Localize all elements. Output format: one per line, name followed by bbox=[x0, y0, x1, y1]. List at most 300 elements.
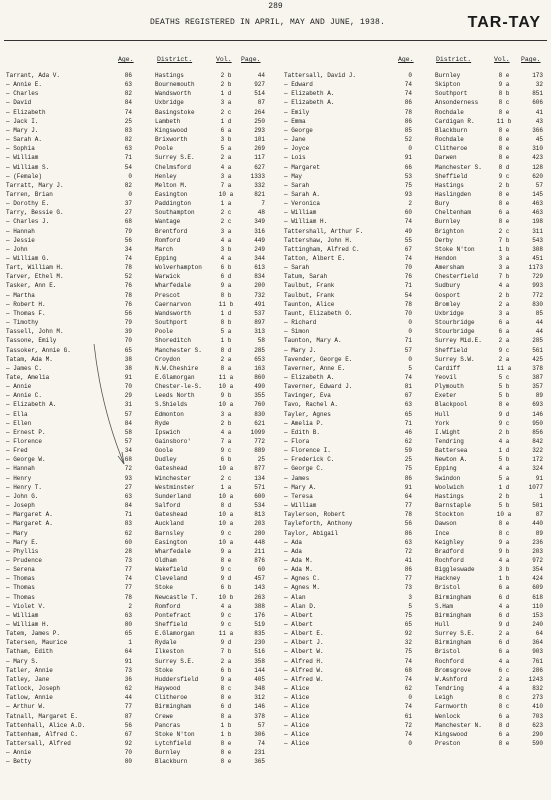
entry-age: 54 bbox=[404, 291, 412, 299]
entry-age: 70 bbox=[124, 749, 132, 757]
entry-age: 60 bbox=[124, 538, 132, 546]
entry-district: Ipswich bbox=[155, 428, 181, 436]
entry-page: 451 bbox=[532, 255, 543, 262]
entry-name: — Emily bbox=[284, 108, 310, 116]
entry-name: Taylerson, Robert bbox=[284, 511, 346, 519]
entry-district: Brighton bbox=[435, 227, 464, 235]
entry-page: 463 bbox=[532, 209, 543, 217]
entry-age: 73 bbox=[124, 666, 132, 674]
index-entry bbox=[0, 675, 551, 684]
entry-page: 312 bbox=[254, 694, 265, 702]
entry-age: 5 bbox=[408, 602, 412, 610]
entry-district: Newcastle T. bbox=[155, 593, 199, 601]
entry-age: 56 bbox=[404, 520, 412, 528]
index-entry bbox=[0, 71, 551, 80]
entry-page: 64 bbox=[535, 630, 543, 638]
entry-volume: 3 b bbox=[220, 245, 232, 253]
entry-volume: 5 c bbox=[498, 373, 510, 381]
entry-page: 332 bbox=[254, 181, 265, 189]
entry-district: Brentford bbox=[155, 227, 188, 235]
entry-district: Southport bbox=[155, 319, 188, 327]
entry-page: 313 bbox=[254, 328, 265, 336]
entry-district: Bromley bbox=[435, 300, 461, 308]
entry-age: 67 bbox=[404, 392, 412, 400]
entry-volume: 2 a bbox=[498, 337, 510, 345]
entry-page: 600 bbox=[254, 492, 265, 500]
entry-name: Tassell, John M. bbox=[6, 328, 64, 336]
entry-name: — Alice bbox=[284, 712, 310, 720]
entry-page: 519 bbox=[254, 621, 265, 628]
entry-volume: 8 e bbox=[220, 556, 232, 564]
entry-name: Taulbut, Frank bbox=[284, 291, 335, 299]
entry-district: Bristol bbox=[435, 648, 461, 656]
entry-age: 62 bbox=[124, 529, 132, 537]
entry-name: — Henry bbox=[6, 474, 32, 482]
entry-district: Rydale bbox=[155, 639, 177, 647]
entry-volume: 11 b bbox=[218, 300, 234, 308]
entry-volume: 8 d bbox=[220, 346, 232, 354]
index-entry bbox=[0, 236, 551, 245]
entry-age: 78 bbox=[124, 264, 132, 272]
entry-page: 57 bbox=[257, 721, 265, 729]
entry-volume: 4 a bbox=[498, 438, 510, 445]
entry-volume: 8 e bbox=[220, 739, 232, 747]
entry-name: Tart, William H. bbox=[6, 264, 64, 272]
entry-district: Hull bbox=[435, 410, 450, 418]
entry-district: Ryde bbox=[155, 419, 170, 427]
entry-volume: 8 c bbox=[498, 703, 510, 711]
entry-name: — Alan D. bbox=[284, 602, 317, 610]
entry-name: — Emma bbox=[284, 117, 306, 125]
entry-district: Gainsboro' bbox=[155, 438, 192, 445]
entry-age: 3 bbox=[408, 593, 412, 601]
entry-district: Birmingham bbox=[435, 639, 472, 647]
entry-district: Bradford bbox=[435, 547, 464, 555]
entry-district: Burnley bbox=[155, 749, 181, 757]
entry-age: 63 bbox=[124, 145, 132, 153]
entry-page: 516 bbox=[254, 648, 265, 656]
entry-name: — Florence bbox=[6, 438, 43, 445]
index-entry bbox=[0, 263, 551, 272]
entry-name: — Ada bbox=[284, 547, 303, 555]
entry-name: Tattersall, Alfred bbox=[6, 739, 71, 747]
entry-volume: 9 a bbox=[498, 538, 510, 546]
index-entry bbox=[0, 172, 551, 181]
entry-volume: 4 a bbox=[220, 428, 232, 436]
entry-age: 73 bbox=[404, 584, 412, 592]
entry-page: 344 bbox=[254, 255, 265, 262]
entry-page: 250 bbox=[254, 117, 265, 125]
entry-name: — Edith B. bbox=[284, 428, 321, 436]
entry-district: Gateshead bbox=[155, 511, 188, 519]
entry-age: 76 bbox=[124, 282, 132, 290]
entry-volume: 5 a bbox=[498, 474, 510, 482]
entry-page: 693 bbox=[532, 401, 543, 409]
entry-age: 74 bbox=[404, 657, 412, 665]
entry-age: 79 bbox=[124, 319, 132, 327]
index-entry bbox=[0, 400, 551, 409]
entry-volume: 7 b bbox=[220, 648, 232, 656]
entry-volume: 4 a bbox=[498, 657, 510, 665]
entry-district: Rochdale bbox=[435, 108, 464, 116]
entry-age: 82 bbox=[124, 181, 132, 189]
entry-volume: 9 a bbox=[220, 675, 232, 683]
entry-name: — William G. bbox=[6, 255, 50, 262]
index-entry bbox=[0, 684, 551, 693]
entry-district: Kingswood bbox=[435, 730, 468, 738]
entry-district: Hackney bbox=[435, 575, 461, 583]
entry-name: — Florence I. bbox=[284, 447, 331, 455]
index-entry bbox=[0, 574, 551, 583]
entry-page: 860 bbox=[254, 373, 265, 381]
entry-district: Bromsgrove bbox=[435, 666, 472, 674]
entry-age: 70 bbox=[404, 309, 412, 317]
entry-district: Ince bbox=[435, 529, 450, 537]
entry-page: 163 bbox=[254, 364, 265, 372]
entry-page: 834 bbox=[254, 273, 265, 281]
entry-district: Epping bbox=[435, 465, 457, 473]
entry-page: 889 bbox=[254, 447, 265, 455]
entry-age: 0 bbox=[408, 328, 412, 336]
entry-volume: 8 e bbox=[498, 218, 510, 226]
entry-name: — George C. bbox=[284, 465, 324, 473]
entry-volume: 9 c bbox=[220, 447, 232, 455]
entry-district: N.W.Cheshire bbox=[155, 364, 199, 372]
entry-age: 62 bbox=[404, 438, 412, 445]
entry-page: 306 bbox=[254, 730, 265, 738]
entry-page: 571 bbox=[254, 483, 265, 491]
entry-volume: 1 d bbox=[498, 483, 510, 491]
entry-name: — Phyllis bbox=[6, 547, 39, 555]
entry-volume: 8 b bbox=[498, 90, 510, 98]
entry-name: — William bbox=[6, 154, 39, 162]
entry-name: Tattenham, Alfred C. bbox=[6, 730, 79, 738]
entry-name: Tavinger, Eva bbox=[284, 392, 331, 400]
entry-age: 86 bbox=[404, 529, 412, 537]
entry-volume: 4 a bbox=[220, 255, 232, 262]
index-entry bbox=[0, 98, 551, 107]
entry-age: 86 bbox=[404, 117, 412, 125]
entry-name: Tassoker, Annie G. bbox=[6, 346, 71, 354]
entry-volume: 8 e bbox=[498, 108, 510, 116]
entry-volume: 2 c bbox=[220, 108, 232, 116]
entry-district: Epping bbox=[155, 255, 177, 262]
entry-age: 93 bbox=[404, 190, 412, 198]
entry-page: 354 bbox=[532, 566, 543, 574]
entry-page: 290 bbox=[532, 730, 543, 738]
entry-age: 72 bbox=[404, 721, 412, 729]
entry-age: 80 bbox=[124, 621, 132, 628]
index-entry bbox=[0, 355, 551, 364]
entry-page: 972 bbox=[532, 556, 543, 564]
entry-district: Poole bbox=[155, 145, 174, 153]
index-entry bbox=[0, 108, 551, 117]
entry-page: 491 bbox=[254, 300, 265, 308]
entry-age: 29 bbox=[124, 392, 132, 400]
entry-district: Wenlock bbox=[435, 712, 461, 720]
entry-name: — Albert bbox=[284, 611, 313, 619]
entry-volume: 8 c bbox=[498, 529, 510, 537]
entry-volume: 9 a bbox=[220, 282, 232, 290]
entry-age: 49 bbox=[404, 227, 412, 235]
entry-volume: 5 a bbox=[220, 145, 232, 153]
index-entry bbox=[0, 538, 551, 547]
entry-age: 82 bbox=[124, 136, 132, 144]
entry-page: 813 bbox=[254, 511, 265, 519]
entry-name: Tattershaw, John H. bbox=[284, 236, 353, 244]
entry-page: 269 bbox=[254, 145, 265, 153]
index-entry bbox=[0, 89, 551, 98]
entry-page: 85 bbox=[535, 309, 543, 317]
entry-page: 357 bbox=[532, 383, 543, 391]
entry-age: 34 bbox=[124, 447, 132, 455]
entry-district: Crewe bbox=[155, 712, 174, 720]
entry-age: 71 bbox=[124, 154, 132, 162]
entry-district: Lytchfield bbox=[155, 739, 192, 747]
entry-page: 143 bbox=[254, 584, 265, 592]
entry-page: 463 bbox=[532, 200, 543, 208]
entry-volume: 8 a bbox=[220, 364, 232, 372]
entry-age: 57 bbox=[124, 410, 132, 418]
entry-district: Southampton bbox=[155, 209, 195, 217]
entry-age: 2 bbox=[128, 602, 132, 610]
entry-name: Tattenhall, Alice A.D. bbox=[6, 721, 86, 729]
entry-name: — Joyce bbox=[284, 145, 310, 153]
entry-page: 324 bbox=[532, 465, 543, 473]
entry-page: 1077 bbox=[528, 483, 543, 491]
entry-page: 851 bbox=[532, 90, 543, 98]
entry-name: — Thomas bbox=[6, 575, 35, 583]
entry-name: — Elizabeth A. bbox=[284, 373, 335, 381]
entry-district: Clitheroe bbox=[155, 694, 188, 702]
entry-volume: 11 a bbox=[218, 373, 234, 381]
entry-page: 25 bbox=[257, 456, 265, 464]
entry-name: — May bbox=[284, 172, 303, 180]
entry-age: 83 bbox=[124, 520, 132, 528]
entry-age: 78 bbox=[404, 511, 412, 519]
entry-page: 110 bbox=[532, 602, 543, 610]
index-entry bbox=[0, 510, 551, 519]
entry-district: Preston bbox=[435, 739, 461, 747]
entry-volume: 10 a bbox=[218, 383, 234, 391]
entry-page: 365 bbox=[254, 758, 265, 766]
entry-page: 7 bbox=[261, 200, 265, 208]
entry-volume: 2 b bbox=[498, 291, 510, 299]
entry-page: 387 bbox=[532, 373, 543, 381]
entry-volume: 8 e bbox=[498, 154, 510, 162]
index-entry bbox=[0, 281, 551, 290]
entry-volume: 1 b bbox=[220, 730, 232, 738]
entry-age: 0 bbox=[408, 355, 412, 363]
entry-district: Poole bbox=[155, 328, 174, 336]
entry-volume: 8 a bbox=[220, 712, 232, 720]
entry-volume: 2 a bbox=[220, 657, 232, 665]
entry-volume: 6 b bbox=[220, 456, 232, 464]
entry-name: — Alfred W. bbox=[284, 675, 324, 683]
entry-age: 73 bbox=[124, 556, 132, 564]
entry-page: 877 bbox=[254, 465, 265, 473]
entry-name: Tarrant, Ada V. bbox=[6, 72, 61, 79]
entry-page: 772 bbox=[254, 438, 265, 445]
entry-volume: 1 d bbox=[498, 447, 510, 455]
entry-district: Skipton bbox=[435, 81, 461, 89]
entry-name: Tarratt, Mary J. bbox=[6, 181, 64, 189]
entry-age: 0 bbox=[128, 190, 132, 198]
entry-name: — Albert E. bbox=[284, 630, 324, 638]
entry-volume: 8 e bbox=[220, 749, 232, 757]
entry-volume: 3 b bbox=[498, 566, 510, 574]
entry-volume: 9 c bbox=[220, 611, 232, 619]
entry-volume: 8 b bbox=[220, 291, 232, 299]
entry-name: — Annie bbox=[6, 383, 32, 391]
entry-district: Biggleswade bbox=[435, 566, 475, 574]
entry-name: Tayler, Agnes bbox=[284, 410, 331, 418]
entry-volume: 11 a bbox=[496, 364, 512, 372]
entry-name: — George W. bbox=[6, 456, 46, 464]
entry-age: 38 bbox=[124, 355, 132, 363]
entry-age: 63 bbox=[124, 492, 132, 500]
entry-name: — Annie E. bbox=[6, 81, 43, 89]
entry-page: 842 bbox=[532, 438, 543, 445]
index-entry bbox=[0, 346, 551, 355]
entry-page: 87 bbox=[257, 99, 265, 107]
index-entry bbox=[0, 428, 551, 437]
entry-district: Caernarvon bbox=[155, 300, 192, 308]
entry-name: Tarren, Brian bbox=[6, 190, 53, 198]
entry-name: — Alice bbox=[284, 739, 310, 747]
entry-name: — Teresa bbox=[284, 492, 313, 500]
index-entry bbox=[0, 474, 551, 483]
entry-volume: 2 b bbox=[220, 81, 232, 89]
entry-district: Basingstoke bbox=[155, 108, 195, 116]
entry-age: 91 bbox=[124, 373, 132, 381]
entry-volume: 9 c bbox=[498, 346, 510, 354]
entry-name: — William bbox=[6, 611, 39, 619]
entry-age: 84 bbox=[124, 99, 132, 107]
entry-volume: 2 c bbox=[220, 474, 232, 482]
entry-page: 286 bbox=[532, 666, 543, 674]
entry-district: Chelmsford bbox=[155, 163, 192, 171]
entry-district: S.Ham bbox=[435, 602, 454, 610]
entry-name: — Mary A. bbox=[284, 483, 317, 491]
index-entry bbox=[0, 217, 551, 226]
entry-age: 71 bbox=[404, 337, 412, 345]
entry-district: Birmingham bbox=[435, 611, 472, 619]
entry-volume: 2 a bbox=[220, 355, 232, 363]
entry-name: Tattingham, Alfred C. bbox=[284, 245, 360, 253]
entry-name: — Agnes M. bbox=[284, 584, 321, 592]
entry-page: 1 bbox=[539, 492, 543, 500]
entry-name: — Martha bbox=[6, 291, 35, 299]
entry-district: Stourbridge bbox=[435, 319, 475, 327]
entry-district: Bournemouth bbox=[155, 81, 195, 89]
entry-age: 27 bbox=[124, 209, 132, 217]
entry-age: 5 bbox=[408, 364, 412, 372]
entry-volume: 8 e bbox=[498, 136, 510, 144]
entry-volume: 6 d bbox=[498, 593, 510, 601]
entry-name: — Alice bbox=[284, 703, 310, 711]
entry-district: Surrey S.E. bbox=[155, 657, 195, 665]
entry-name: — William H. bbox=[284, 218, 328, 226]
entry-volume: 2 b bbox=[220, 72, 232, 79]
entry-name: — Sarah bbox=[284, 181, 310, 189]
index-entry bbox=[0, 638, 551, 647]
entry-name: Tatum, Sarah bbox=[284, 273, 328, 281]
entry-page: 146 bbox=[254, 703, 265, 711]
entry-volume: 7 a bbox=[220, 438, 232, 445]
entry-age: 61 bbox=[404, 712, 412, 720]
entry-page: 606 bbox=[532, 99, 543, 107]
entry-name: — Elizabeth bbox=[6, 108, 46, 116]
entry-volume: 6 a bbox=[220, 126, 232, 134]
index-entry bbox=[0, 565, 551, 574]
entry-district: Barnsley bbox=[155, 529, 184, 537]
entry-district: Hastings bbox=[435, 492, 464, 500]
entry-district: Farnworth bbox=[435, 703, 468, 711]
entry-volume: 1 b bbox=[498, 245, 510, 253]
entry-name: — Simon bbox=[284, 328, 310, 336]
entry-page: 537 bbox=[254, 309, 265, 317]
entry-district: Wharfedale bbox=[155, 547, 192, 555]
entry-district: Wandsworth bbox=[155, 90, 192, 98]
entry-age: 92 bbox=[124, 739, 132, 747]
page-title: DEATHS REGISTERED IN APRIL, MAY AND JUNE, 1938. bbox=[150, 18, 386, 27]
entry-volume: 6 a bbox=[498, 730, 510, 738]
entry-name: — John G. bbox=[6, 492, 39, 500]
entry-name: Tatham, Edith bbox=[6, 648, 53, 656]
entry-district: Keighley bbox=[435, 538, 464, 546]
entry-volume: 10 a bbox=[218, 190, 234, 198]
entry-age: 65 bbox=[124, 630, 132, 638]
entry-page: 620 bbox=[532, 172, 543, 180]
index-entry bbox=[0, 190, 551, 199]
entry-district: Westminster bbox=[155, 483, 195, 491]
entry-age: 0 bbox=[408, 319, 412, 327]
entry-name: — Veronica bbox=[284, 200, 321, 208]
entry-age: 31 bbox=[124, 401, 132, 409]
entry-district: Chester-le-S. bbox=[155, 383, 202, 391]
entry-age: 76 bbox=[404, 273, 412, 281]
entry-age: 77 bbox=[404, 575, 412, 583]
entry-name: Tattershall, Arthur F. bbox=[284, 227, 364, 235]
entry-age: 70 bbox=[124, 337, 132, 345]
index-entry bbox=[0, 464, 551, 473]
entry-volume: 4 a bbox=[498, 602, 510, 610]
entry-page: 310 bbox=[532, 145, 543, 153]
entry-age: 78 bbox=[404, 108, 412, 116]
entry-volume: 9 c bbox=[498, 172, 510, 180]
entry-volume: 2 b bbox=[498, 492, 510, 500]
left-vol-header: Vol. bbox=[216, 56, 232, 63]
entry-page: 32 bbox=[535, 81, 543, 89]
entry-page: 273 bbox=[532, 694, 543, 702]
entry-name: — David bbox=[6, 99, 32, 107]
entry-name: — Annie bbox=[6, 749, 32, 757]
entry-volume: 6 a bbox=[498, 584, 510, 592]
entry-page: 349 bbox=[254, 218, 265, 226]
entry-district: Stourbridge bbox=[435, 328, 475, 336]
entry-district: Tendring bbox=[435, 438, 464, 445]
entry-age: 74 bbox=[124, 255, 132, 262]
entry-page: 618 bbox=[532, 593, 543, 601]
entry-volume: 8 e bbox=[498, 145, 510, 153]
entry-district: Barnstaple bbox=[435, 502, 472, 510]
entry-volume: 9 c bbox=[220, 621, 232, 628]
entry-page: 173 bbox=[532, 72, 543, 79]
entry-name: Tavo, Rachel A. bbox=[284, 401, 339, 409]
entry-age: 84 bbox=[124, 502, 132, 510]
entry-name: — Violet V. bbox=[6, 602, 46, 610]
